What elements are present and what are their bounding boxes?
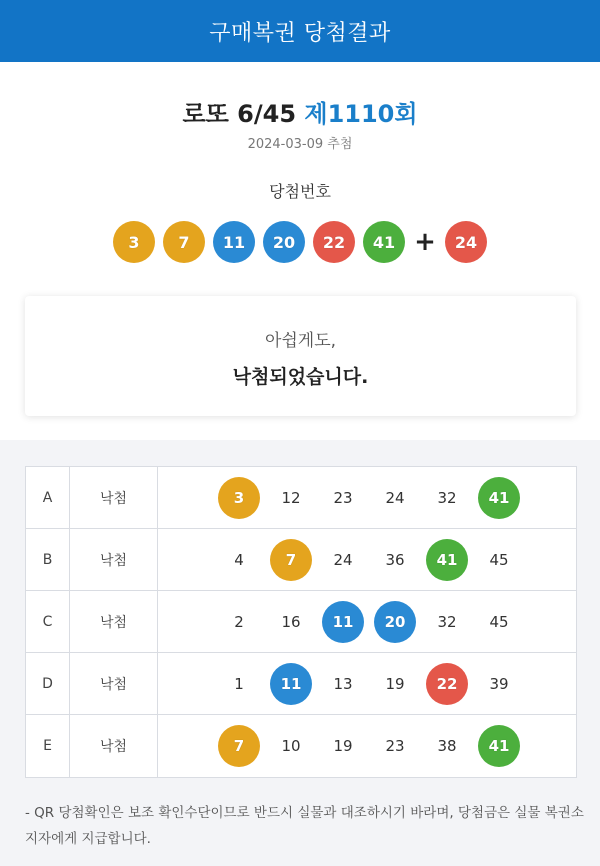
game-letter: C [26,591,70,653]
matched-ball: 7 [218,725,260,767]
header-title: 구매복권 당첨결과 [209,20,391,46]
winning-ball: 22 [313,221,355,263]
ticket-number [369,601,421,643]
ticket-number: 13 [333,675,353,693]
ticket-number: 23 [333,489,353,507]
ticket-number: 23 [385,737,405,755]
winning-ball: 11 [213,221,255,263]
outcome-message-line2: 낙첨되었습니다. [232,366,369,388]
game-status: 낙첨 [70,591,158,653]
ticket-number: 45 [489,613,509,631]
ticket-number [473,477,525,519]
game-letter: E [26,715,70,777]
ticket-row-e [26,715,576,777]
winning-ball: 41 [363,221,405,263]
ticket-number: 36 [385,551,405,569]
outcome-message-line1: 아쉽게도, [264,331,337,351]
outcome-card [25,296,576,416]
header-bar [0,0,600,62]
ticket-number: 32 [437,489,457,507]
game-letter: D [26,653,70,715]
ticket-number: 10 [281,737,301,755]
ticket-number: 19 [385,675,405,693]
game-letter: A [26,467,70,529]
ticket-number [421,539,473,581]
draw-result-panel [0,62,600,440]
ticket-number [421,663,473,705]
winning-ball: 3 [113,221,155,263]
ticket-number: 24 [385,489,405,507]
plus-icon: + [414,227,436,257]
winning-numbers [0,220,600,264]
ticket-numbers [213,477,525,519]
matched-ball: 41 [426,539,468,581]
winning-ball: 20 [263,221,305,263]
bonus-ball: 24 [445,221,487,263]
ticket-row-b [26,529,576,591]
ticket-number: 1 [234,675,244,693]
draw-date: 2024-03-09 추첨 [247,137,353,152]
game-status: 낙첨 [70,529,158,591]
game-status: 낙첨 [70,715,158,777]
ticket-number: 16 [281,613,301,631]
ticket-number: 12 [281,489,301,507]
qr-disclaimer: - QR 당첨확인은 보조 확인수단이므로 반드시 실물과 대조하시기 바라며, 당첨금은 실물 복권소지자에게 지급합니다. [25,805,584,847]
ticket-numbers [213,663,525,705]
game-letter: B [26,529,70,591]
ticket-number: 24 [333,551,353,569]
matched-ball: 41 [478,477,520,519]
matched-ball: 7 [270,539,312,581]
game-name: 로또 6/45 [182,100,297,128]
ticket-number: 4 [234,551,244,569]
ticket-numbers [213,539,525,581]
matched-ball: 3 [218,477,260,519]
matched-ball: 11 [322,601,364,643]
winning-ball: 7 [163,221,205,263]
ticket-number [265,539,317,581]
ticket-table [25,466,577,778]
ticket-number: 2 [234,613,244,631]
ticket-row-d [26,653,576,715]
ticket-number [317,601,369,643]
ticket-number: 19 [333,737,353,755]
matched-ball: 11 [270,663,312,705]
ticket-number [265,663,317,705]
ticket-number: 32 [437,613,457,631]
game-status: 낙첨 [70,653,158,715]
ticket-number: 45 [489,551,509,569]
ticket-number [473,725,525,767]
ticket-number: 39 [489,675,509,693]
matched-ball: 20 [374,601,416,643]
ticket-numbers [213,725,525,767]
matched-ball: 22 [426,663,468,705]
ticket-number [213,725,265,767]
ticket-numbers [213,601,525,643]
ticket-row-c [26,591,576,653]
ticket-number: 38 [437,737,457,755]
game-status: 낙첨 [70,467,158,529]
draw-title [0,94,600,129]
ticket-row-a [26,467,576,529]
round-label: 제1110회 [304,100,418,128]
ticket-number [213,477,265,519]
winning-numbers-label: 당첨번호 [269,182,331,201]
matched-ball: 41 [478,725,520,767]
